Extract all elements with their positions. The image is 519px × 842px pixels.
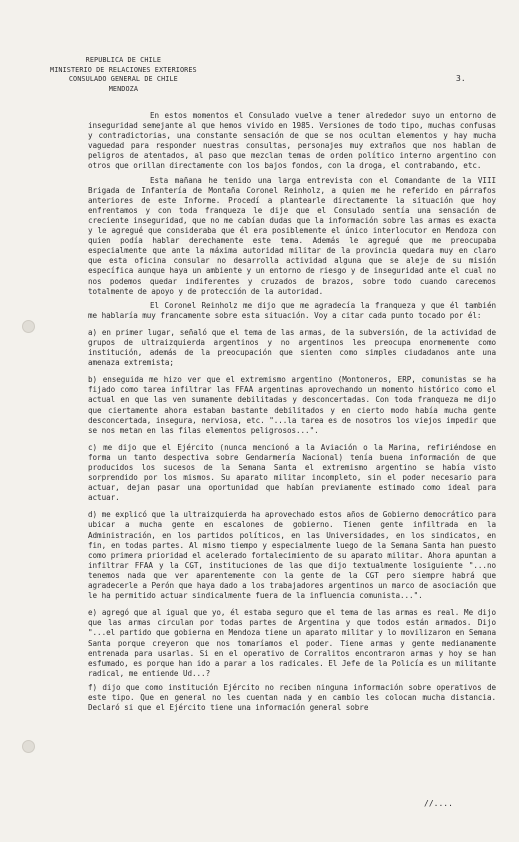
list-item-d: d) me explicó que la ultraizquierda ha aprovechado estos años de Gobierno democrático para ubicar a mucha gente en escalones de gobierno. Tienen gente infiltrada en la Administración, en los partidos políticos, en las Universidades, en los sindicatos, en fin, en todas partes. Al mismo tiempo y especialmente luego de la Semana Santa han puesto como primera prioridad el acelerado fortalecimiento de su aparato militar. Ahora apuntan a infiltrar FFAA y la CGT, instituciones de las que dijo textualmente losiguiente "...no tenemos nada que ver aparentemente con la gente de la CGT pero siempre habrá que agradecerle a Perón que haya dado a los trabajadores argentinos un marco de asociación que le ha permitido actuar sindicalmente fuera de la influencia comunista...". xyxy=(88,510,496,601)
page-number: 3. xyxy=(456,74,466,83)
list-item-b: b) enseguida me hizo ver que el extremismo argentino (Montoneros, ERP, comunistas se ha fijado como tarea infiltrar las FFAA argentinas aprovechando un momento histórico como el actual en que las ven sumamente debilitadas y desconcertadas. Con toda franqueza me dijo que ciertamente ahora estaban bastante debilitados y en cierto modo había mucha gente desconcertada, insegura, nerviosa, etc. "...la tarea es de nosotros los viejos impedir que se nos metan en las filas elementos peligrosos...". xyxy=(88,375,496,435)
punch-hole xyxy=(22,740,35,753)
list-item-e: e) agregó que al igual que yo, él estaba seguro que el tema de las armas es real. Me dijo que las armas circulan por todas partes de Argentina y que todos están armados. Dijo "...el partido que gobierna en Mendoza tiene un aparato militar y lo movilizaron en Semana Santa porque creyeron que nos tomaríamos el poder. Tiene armas y gente medianamente entrenada para usarlas. Si en el operativo de Corralitos encontraron armas y hoy se han esfumado, es porque han ido a parar a los radicales. El Jefe de la Policía es un militante radical, me entiende Ud...? xyxy=(88,608,496,678)
paragraph: El Coronel Reinholz me dijo que me agradecía la franqueza y que él también me hablaría muy francamente sobre esta situación. Voy a citar cada punto tocado por él: xyxy=(88,300,496,320)
list-item-c: c) me dijo que el Ejército (nunca mencionó a la Aviación o la Marina, refiriéndose en forma un tanto despectiva sobre Gendarmería Nacional) tenía buena información de que producidos los sucesos de la Semana Santa el extremismo argentino se había visto sorprendido por los mismos. Su aparato militar incompleto, sin el poder necesario para actuar, dejan pasar una oportunidad que habían previamente estimado como ideal para actuar. xyxy=(88,442,496,503)
letterhead-line: CONSULADO GENERAL DE CHILE xyxy=(68,75,178,84)
list-item-a: a) en primer lugar, señaló que el tema de las armas, de la subversión, de la actividad de grupos de ultraizquierda argentinos y no argentinos les preocupa enormemente como institución, además de la preocupación que sienten como simples ciudadanos ante una amenaza extremista; xyxy=(88,327,496,368)
paragraph: Esta mañana he tenido una larga entrevista con el Comandante de la VIII Brigada de Infantería de Montaña Coronel Reinholz, a quien me he referido en párrafos anteriores de este Informe. Procedí a plantearle directamente la situación que hoy enfrentamos y con toda franqueza le dije que el Consulado sentía una sensación de creciente inseguridad, que no me cabían dudas que la información sobre las armas es exacta y le agregué que consideraba que él era posiblemente el único interlocutor en Mendoza con quien podía hablar derechamente este tema. Además le agregué que me preocupaba especialmente que ante la máxima autoridad militar de la provincia quedara muy en claro que esta oficina consular no desarrolla actividad alguna que se aleje de su misión específica aunque haya un ambiente y un entorno de riesgo y de inseguridad ante el cual no nos podemos quedar indiferentes y cruzados de brazos, sobre todo cuando carecemos totalmente de apoyo y de protección de la autoridad. xyxy=(88,175,496,296)
letterhead-line: REPUBLICA DE CHILE xyxy=(85,56,162,64)
letterhead-line: MENDOZA xyxy=(108,84,139,93)
letterhead xyxy=(50,56,197,94)
letterhead-line: MINISTERIO DE RELACIONES EXTERIORES xyxy=(50,65,197,74)
punch-hole xyxy=(22,320,35,333)
document-body xyxy=(88,111,496,713)
list-item-f: f) dijo que como institución Ejército no reciben ninguna información sobre operativos de este tipo. Que en general no les cuentan nada y en cambio les colocan mucha distancia. Declaró si que el Ejército tiene una información general sobre xyxy=(88,682,496,713)
paragraph: En estos momentos el Consulado vuelve a tener alrededor suyo un entorno de inseguridad semejante al que hemos vivido en 1985. Versiones de todo tipo, muchas confusas y contradictorias, una constante sensación de que se nos ocultan elementos y hay mucha vaguedad para responder nuestras consultas, personajes muy extraños que nos hablan de peligros de atentados, al paso que mezclan temas de orden político interno argentino con otros que orillan directamente con los bajos fondos, con la droga, el contrabando, etc. xyxy=(88,111,496,171)
continuation-mark: //.... xyxy=(424,799,453,808)
